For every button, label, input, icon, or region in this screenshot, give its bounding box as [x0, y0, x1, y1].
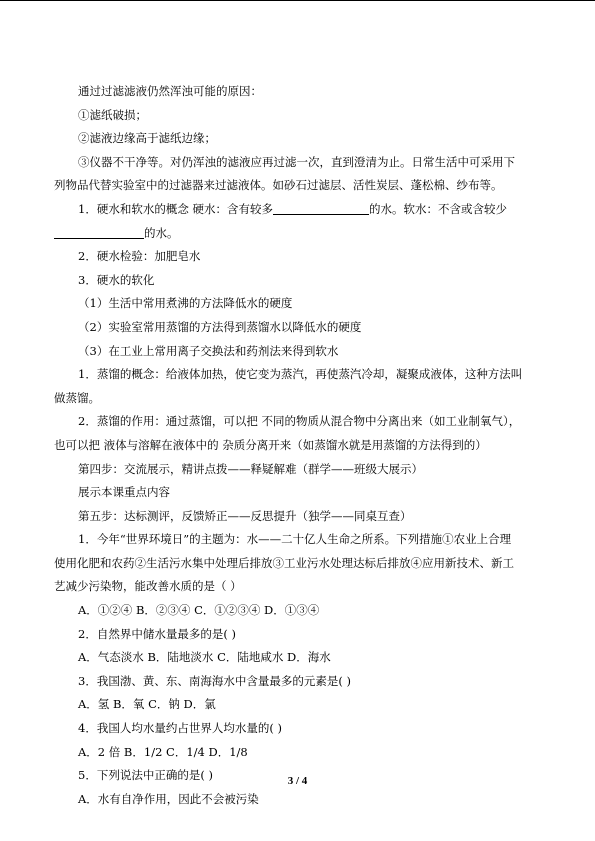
fill-blank-2[interactable] [54, 224, 144, 239]
question-3: 3．我国渤、黄、东、南海海水中含量最多的元素是( ) [78, 673, 351, 688]
header-rule [0, 0, 595, 1]
question-2-options: A．气态淡水 B．陆地淡水 C．陆地咸水 D．海水 [78, 650, 331, 665]
text-line: 3．硬水的软化 [78, 272, 155, 287]
text-line: 第五步：达标测评，反馈矫正——反思提升（独学——同桌互查） [78, 508, 412, 523]
text-line: 也可以把 液体与溶解在液体中的 杂质分离开来（如蒸馏水就是用蒸馏的方法得到的） [54, 437, 487, 452]
question-1-options: A．①②④ B．②③④ C．①②③④ D．①③④ [78, 603, 320, 618]
text-line-with-blank [78, 198, 518, 222]
text-line: 第四步：交流展示，精讲点拨——释疑解难（群学——班级大展示） [78, 461, 423, 476]
text-line: （3）在工业上常用离子交换法和药剂法来得到软水 [78, 343, 339, 358]
blank-suffix: 的水。 [144, 225, 179, 240]
text-line: ②滤液边缘高于滤纸边缘； [78, 131, 216, 146]
question-3-options: A．氢 B．氧 C．钠 D．氯 [78, 697, 216, 712]
question-1-cont: 使用化肥和农药②生活污水集中处理后排放③工业污水处理达标后排放④应用新技术、新工 [54, 555, 514, 570]
question-4: 4．我国人均水量约占世界人均水量的( ) [78, 721, 282, 736]
text-line: 2．蒸馏的作用：通过蒸馏，可以把 不同的物质从混合物中分离出来（如工业制氧气）， [78, 414, 521, 429]
text-line: （2）实验室常用蒸馏的方法得到蒸馏水以降低水的硬度 [78, 319, 362, 334]
text-line: ①滤纸破损； [78, 107, 147, 122]
hard-water-definition: 1．硬水和软水的概念 硬水：含有较多 [78, 201, 273, 216]
text-line: 展示本课重点内容 [78, 485, 170, 500]
text-line: 通过过滤滤液仍然浑浊可能的原因： [78, 84, 262, 98]
text-line: （1）生活中常用煮沸的方法降低水的硬度 [78, 296, 293, 311]
text-line: 列物品代替实验室中的过滤器来过滤液体。如砂石过滤层、活性炭层、蓬松棉、纱布等。 [54, 178, 503, 193]
text-line: 2．硬水检验：加肥皂水 [78, 249, 201, 264]
page-number: 3 / 4 [287, 775, 308, 787]
text-line: 做蒸馏。 [54, 390, 100, 405]
document-body [54, 80, 523, 811]
soft-water-definition: 的水。软水：不含或含较少 [368, 201, 507, 216]
fill-blank-1[interactable] [273, 200, 369, 215]
question-5-option-a: A．水有自净作用，因此不会被污染 [78, 791, 259, 806]
question-1-cont: 艺减少污染物，能改善水质的是（ ） [54, 579, 242, 594]
text-line-with-blank [54, 222, 518, 246]
text-line: ③仪器不干净等。对仍浑浊的滤液应再过滤一次，直到澄清为止。日常生活中可采用下 [78, 154, 515, 169]
question-1: 1．今年“世界环境日”的主题为：水——二十亿人生命之所系。下列措施①农业上合理 [78, 532, 512, 547]
question-5: 5．下列说法中正确的是( ) [78, 768, 213, 783]
question-4-options: A．2 倍 B．1/2 C．1/4 D．1/8 [78, 744, 248, 759]
question-2: 2．自然界中储水量最多的是( ) [78, 626, 236, 641]
text-line: 1．蒸馏的概念：给液体加热，使它变为蒸汽，再使蒸汽冷却，凝聚成液体，这种方法叫 [78, 367, 523, 382]
